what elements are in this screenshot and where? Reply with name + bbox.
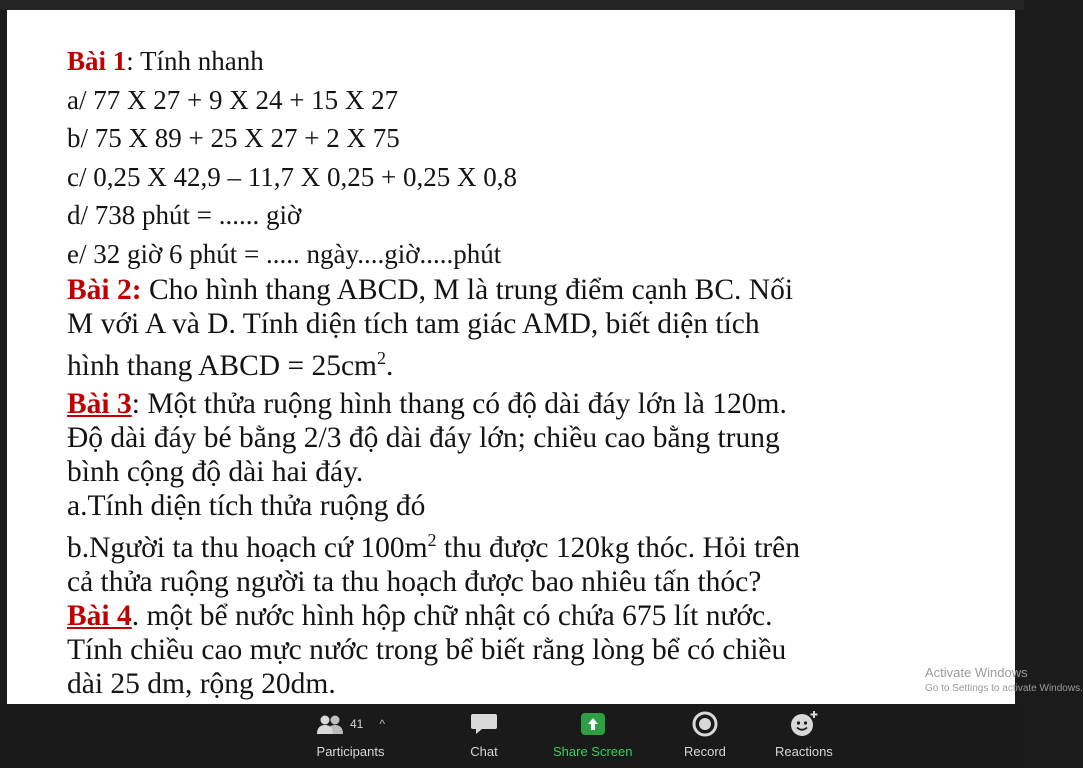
bai1-heading: Bài 1 [67,46,127,76]
participants-icon [316,714,344,734]
participants-button[interactable] [316,710,385,766]
bai3-line-5-end: thu được 120kg thóc. Hỏi trên [436,531,800,564]
bai2-line-2: M với A và D. Tính diện tích tam giác AMD, biết diện tích [67,308,760,340]
bai4-line-1-text: . một bể nước hình hộp chữ nhật có chứa 675 lít nước. [131,599,773,632]
reactions-icon-wrap [789,710,819,738]
bai1-item-a: a/ 77 X 27 + 9 X 24 + 15 X 27 [67,84,399,115]
bai3-line-5-text: b.Người ta thu hoạch cứ 100m [67,531,428,564]
activate-windows-subtitle: Go to Settings to activate Windows. [925,683,1083,694]
participants-count: 41 [350,717,364,731]
record-button[interactable] [684,710,726,766]
bai1-item-c: c/ 0,25 X 42,9 – 11,7 X 0,25 + 0,25 X 0,8 [67,161,517,192]
bai3-line-1 [67,387,1007,421]
bai4-line-3: dài 25 dm, rộng 20dm. [67,667,336,700]
record-label: Record [684,744,726,759]
bai3-line-4: a.Tính diện tích thửa ruộng đó [67,489,426,522]
bai3-line-6: cả thửa ruộng người ta thu hoạch được bao nhiêu tấn thóc? [67,565,762,598]
chat-icon [470,712,498,736]
caret-up-icon[interactable]: ^ [379,717,385,731]
chat-label: Chat [470,744,498,759]
bai3-superscript: 2 [427,529,437,550]
chat-icon-wrap [470,710,498,738]
bai3-line-3: bình cộng độ dài hai đáy. [67,455,364,488]
bai2-superscript: 2 [377,348,386,368]
share-screen-icon-wrap [580,710,606,738]
share-screen-icon [580,712,606,736]
reactions-label: Reactions [775,744,833,759]
chat-button[interactable] [470,710,498,766]
bai1-item-e: e/ 32 giờ 6 phút = ..... ngày....giờ.....phút [67,238,502,269]
bai1-item-d: d/ 738 phút = ...... giờ [67,200,302,230]
bai2-line-3-text: hình thang ABCD = 25cm [67,349,377,382]
record-icon [692,711,718,737]
bai1-item-b: b/ 75 X 89 + 25 X 27 + 2 X 75 [67,123,400,153]
bai2-line-3-end: . [386,349,394,382]
reactions-button[interactable] [775,710,833,766]
bai4-line-1 [67,599,1007,633]
bai2-line-1-text: Cho hình thang ABCD, M là trung điểm cạnh BC. Nối [141,274,794,306]
slide-content [67,42,1007,701]
bai1-title-text: : Tính nhanh [126,46,264,76]
bai2-heading: Bài 2: [67,274,142,306]
window-top-bar [0,0,1024,10]
bai3-line-1-text: : Một thửa ruộng hình thang có độ dài đáy lớn là 120m. [131,387,787,420]
bai4-line-2: Tính chiều cao mực nước trong bể biết rằng lòng bể có chiều [67,633,787,666]
bai2-line-3 [67,341,1007,383]
record-icon-wrap [692,710,718,738]
shared-screen-slide [7,10,1083,704]
bai1-title [67,42,1007,81]
meeting-toolbar [0,704,1024,768]
bai3-line-2: Độ dài đáy bé bằng 2/3 độ dài đáy lớn; chiều cao bằng trung [67,421,780,454]
bai3-line-5 [67,523,1007,565]
activate-windows-title: Activate Windows [925,665,1028,680]
bai4-heading: Bài 4 [67,599,132,632]
bai3-heading: Bài 3 [67,387,132,420]
participants-icon-row [316,710,385,738]
reactions-icon [789,710,819,738]
bai2-line-1 [67,273,1007,307]
activate-windows-watermark [925,664,1083,696]
share-screen-button[interactable] [553,710,633,766]
share-screen-label: Share Screen [553,744,633,759]
participants-label: Participants [316,744,385,759]
